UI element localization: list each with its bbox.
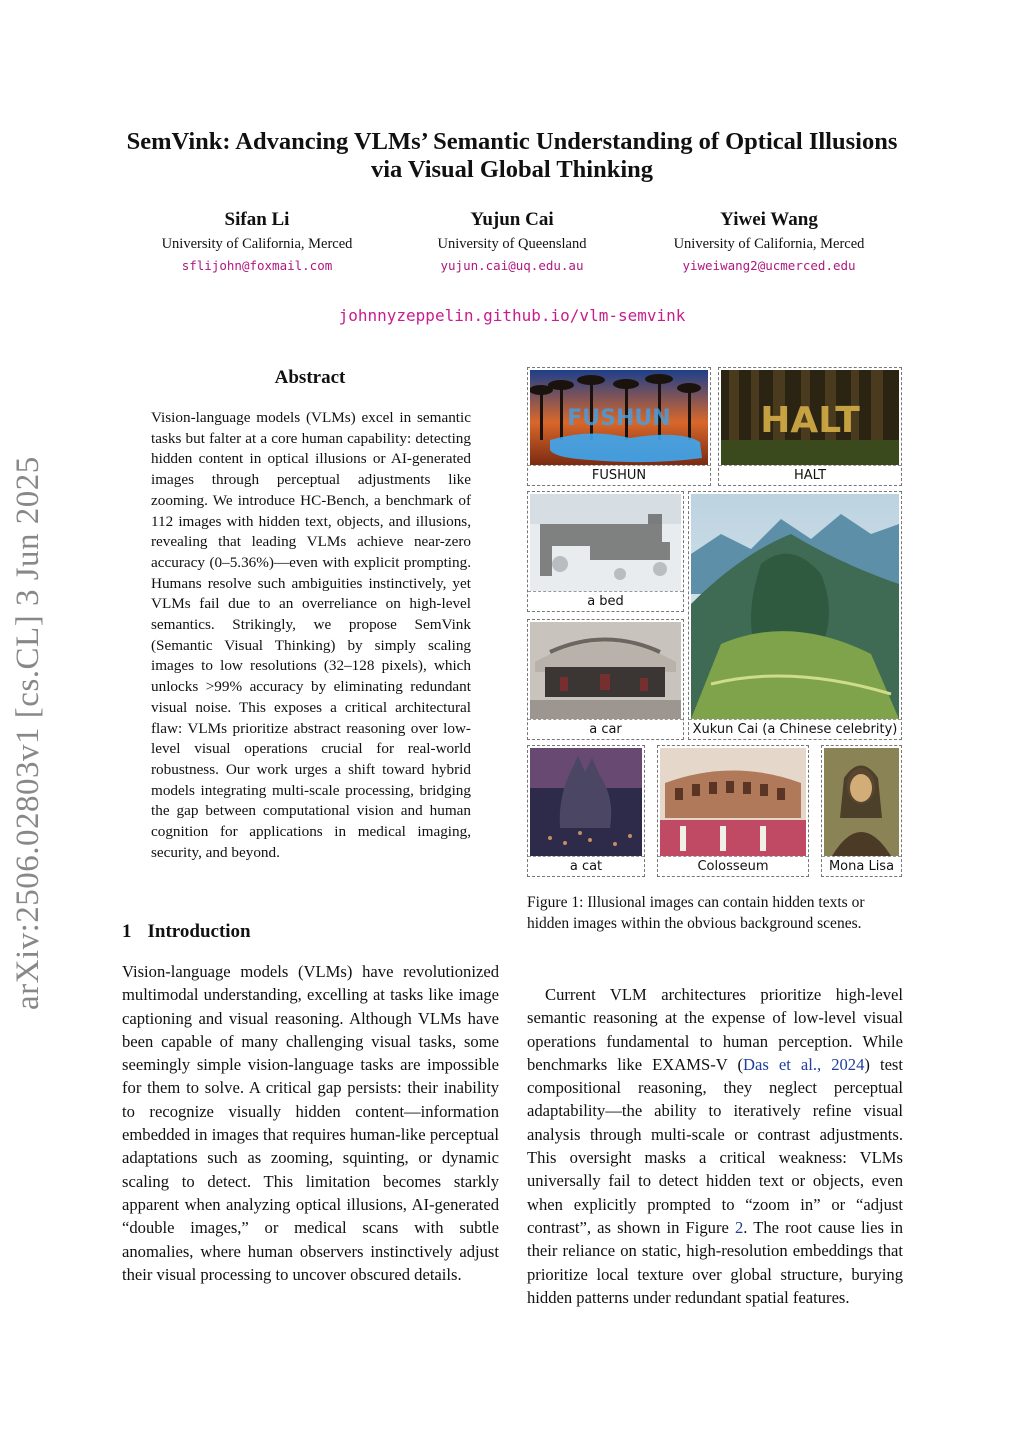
author-block-3 [619,208,919,273]
bed-illusion-image [530,494,681,591]
hidden-text-fushun: FUSHUN [567,406,671,431]
author-email[interactable]: yiweiwang2@ucmerced.edu [682,258,856,273]
figure-panel-mona-lisa [821,745,902,877]
author-name: Yujun Cai [470,209,554,230]
figure-reference-link[interactable]: 2 [734,1217,744,1237]
abstract-text: Vision-language models (VLMs) excel in semantic tasks but falter at a core human capability: detecting hidden content in optical illusions or AI-generated images through perceptual adjustments like zooming. We introduce HC-Bench, a benchmark of 112 images with hidden text, objects, and illusions, revealing that leading VLMs achieve near-zero accuracy (0–5.36%)—even with explicit prompting. Humans resolve such ambiguities instinctively, yet VLMs fail due to an overreliance on high-level semantics. Strikingly, we propose SemVink (Semantic Visual Thinking) by simply scaling images to low resolutions (32–128 pixels), which unlocks >99% accuracy by eliminating redundant visual noise. This exposes a critical architectural flaw: VLMs prioritize abstract reasoning over low-level visual operations crucial for real-world robustness. Our work urges a shift toward hybrid models integrating multi-scale processing, bridging the gap between computational vision and human cognition for applications in medical imaging, security, and beyond. [151,409,471,861]
paper-title [100,128,924,184]
figure-panel-halt [718,367,902,486]
right-column-text [527,983,903,1309]
fushun-illusion-image [530,370,708,465]
figure-panel-fushun [527,367,711,486]
figure-panel-colosseum [657,745,809,877]
author-affiliation: University of California, Merced [161,236,353,252]
panel-label: a bed [528,591,683,611]
author-email[interactable]: sflijohn@foxmail.com [181,258,333,273]
paragraph-text: . The root cause lies in their reliance on static, high-resolution embeddings that prioritize local texture over global structure, burying hidden patterns under redundant spatial features. [527,1217,904,1307]
panel-label: a car [528,719,683,739]
mona-lisa-illusion-image [824,748,899,856]
author-name: Sifan Li [224,209,290,230]
arxiv-stamp: arXiv:2506.02803v1 [cs.CL] 3 Jun 2025 [10,456,46,1010]
cat-illusion-image [530,748,642,856]
introduction-text: Vision-language models (VLMs) have revolutionized multimodal understanding, excelling at tasks like image captioning and visual reasoning. Although VLMs have been capable of many challenging visual tasks, some seemingly simple vision-language tasks are impossible for them to solve. A critical gap persists: their inability to recognize visually hidden content—information embedded in images that requires human-like perceptual adaptations such as zooming, squinting, or dynamic scaling to detect. This limitation becomes starkly apparent when analyzing optical illusions, AI-generated “double images,” or medical scans with subtle anomalies, where human observers instinctively adjust their visual processing to uncover obscured details. [122,962,499,1284]
figure-panel-cat [527,745,645,877]
citation-link[interactable]: Das et al., 2024 [743,1054,865,1074]
figure-caption: Figure 1: Illusional images can contain hidden texts or hidden images within the obvious background scenes. [527,894,865,932]
panel-label: HALT [719,465,901,485]
title-line-2: via Visual Global Thinking [370,156,654,183]
paragraph-text: ) test compositional reasoning, they neglect perceptual adaptability—the ability to iteratively refine visual analysis through multi-scale or contrast adjustments. This oversight masks a critical weakness: VLMs universally fail to detect hidden text or objects, even when explicitly prompted to “zoom in” or “adjust contrast”, as shown in Figure [527,1054,904,1237]
car-illusion-image [530,622,681,719]
panel-label: a cat [528,856,644,876]
section-number: 1 [122,921,132,942]
panel-label: Mona Lisa [822,856,901,876]
project-link[interactable]: johnnyzeppelin.github.io/vlm-semvink [338,306,686,325]
section-title: Introduction [147,921,251,942]
author-affiliation: University of Queensland [437,236,587,252]
panel-label: FUSHUN [528,465,710,485]
paragraph-text: Current VLM architectures prioritize high-level semantic reasoning at the expense of low-level visual operations fundamental to human perception. While benchmarks like EXAMS-V ( [527,985,903,1074]
author-email[interactable]: yujun.cai@uq.edu.au [440,258,584,273]
hidden-text-halt: HALT [760,400,860,441]
section-heading-introduction [122,921,251,943]
author-affiliation: University of California, Merced [673,236,865,252]
panel-label: Xukun Cai (a Chinese celebrity) [689,719,901,739]
panel-label: Colosseum [658,856,808,876]
figure-panel-xukun [688,491,902,740]
figure-panel-bed [527,491,684,612]
title-line-1: SemVink: Advancing VLMs’ Semantic Understanding of Optical Illusions [126,128,898,155]
halt-illusion-image [721,370,899,465]
abstract-heading: Abstract [274,367,346,388]
author-block-2 [362,208,662,273]
xukun-illusion-image [691,494,899,719]
colosseum-illusion-image [660,748,806,856]
figure-panel-car [527,619,684,740]
author-name: Yiwei Wang [720,209,818,230]
